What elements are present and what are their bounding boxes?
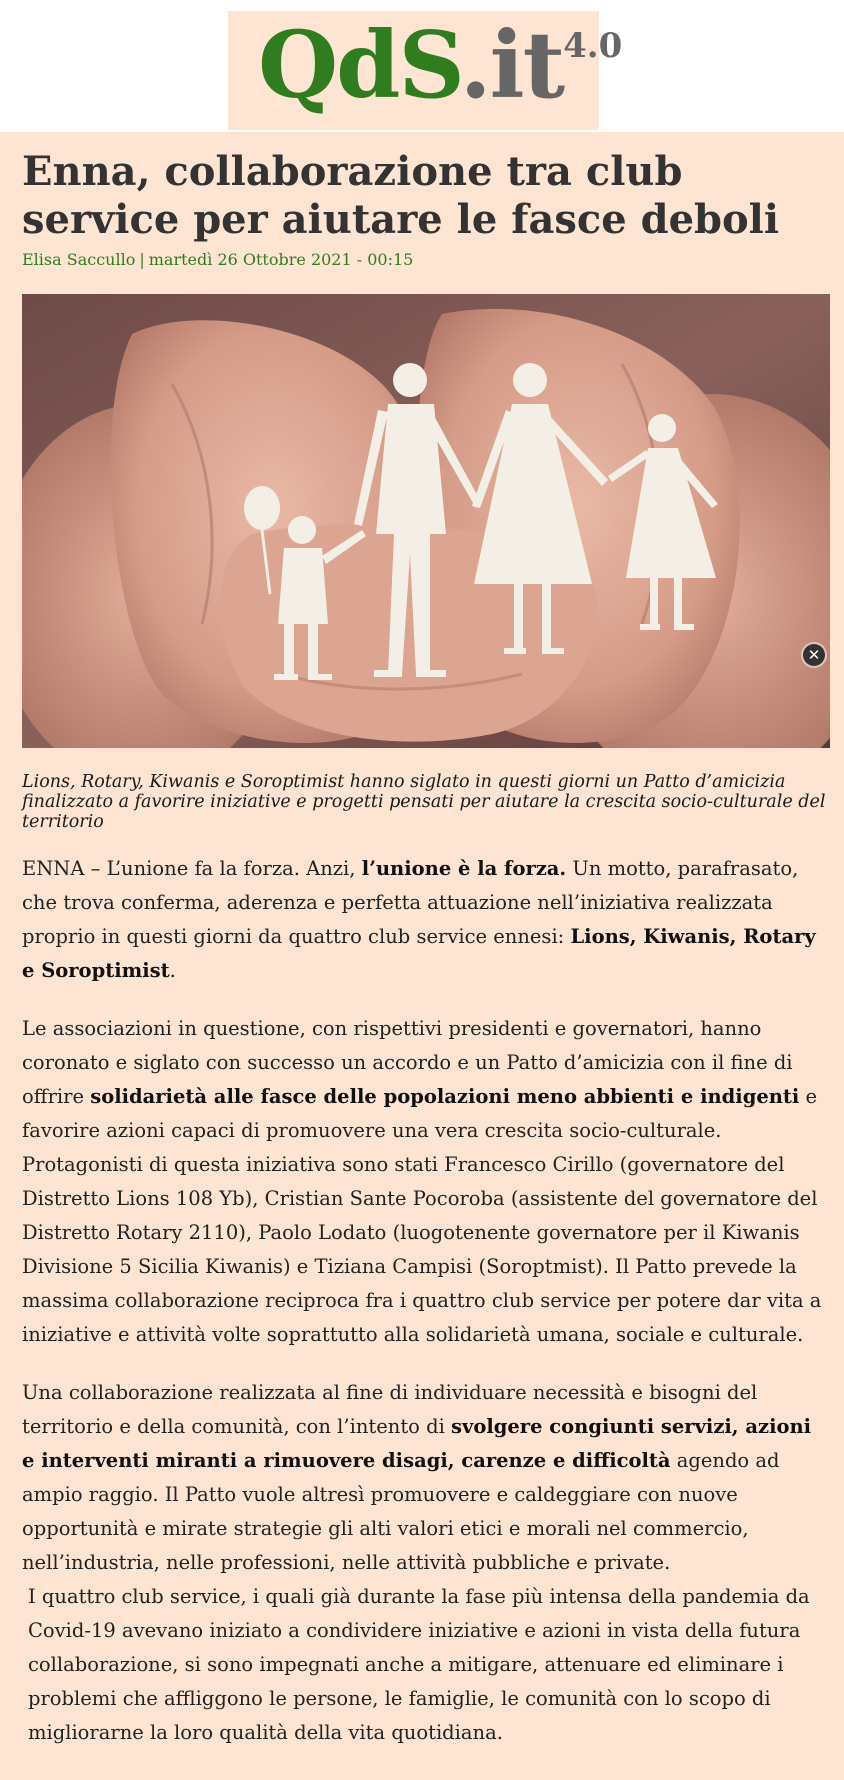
site-logo <box>258 11 623 119</box>
p1-text-c: Un motto, parafrasato, che trova conferma, aderenza e perfetta attuazione nell’iniziativa realizzata proprio in questi giorni da quattro club service ennesi: <box>22 857 799 948</box>
p1-bold-clubs: Lions, Kiwanis, Rotary e Soroptimist <box>22 925 816 982</box>
article <box>0 132 844 1780</box>
p2-bold-solidarity: solidarietà alle fasce delle popolazioni meno abbienti e indigenti <box>90 1085 800 1108</box>
article-paragraph-3 <box>22 1376 830 1580</box>
p2-text-c: e favorire azioni capaci di promuovere una vera crescita socio-culturale. Protagonisti di questa iniziativa sono stati Francesco Cirillo (governatore del Distretto Lions 108 Yb), Cristian Sante Pocoroba (assistente del governatore del Distretto Rotary 2110), Paolo Lodato (luogotenente governatore per il Kiwanis Divisione 5 Sicilia Kiwanis) e Tiziana Campisi (Soroptmist). Il Patto prevede la massima collaborazione reciproca fra i quattro club service per potere dar vita a iniziative e attività volte soprattutto alla solidarietà umana, sociale e culturale. <box>22 1085 822 1346</box>
hands-paper-family-illustration <box>22 294 830 748</box>
image-caption: Lions, Rotary, Kiwanis e Soroptimist hanno siglato in questi giorni un Patto d’amicizia finalizzato a favorire iniziative e progetti pensati per aiutare la crescita socio-culturale del territorio <box>22 772 826 832</box>
p1-bold-motto: l’unione è la forza. <box>361 857 567 880</box>
logo-version: 4.0 <box>563 26 623 67</box>
site-logo-link[interactable] <box>228 11 623 130</box>
p3-text-a: Una collaborazione realizzata al fine di individuare necessità e bisogni del territorio e della comunità, con l’intento di <box>22 1381 758 1438</box>
article-paragraph-2 <box>22 1012 830 1352</box>
p3-bold-services: svolgere congiunti servizi, azioni e interventi miranti a rimuovere disagi, carenze e difficoltà <box>22 1415 812 1472</box>
p1-text-e: . <box>169 959 176 982</box>
article-byline <box>22 250 413 269</box>
p3-text-c: agendo ad ampio raggio. Il Patto vuole altresì promuovere e caldeggiare con nuove opportunità e mirate strategie gli alti valori etici e morali nel commercio, nell’industria, nelle professioni, nelle attività pubbliche e private. <box>22 1449 780 1574</box>
logo-brand: QdS <box>258 11 460 119</box>
byline-separator: | <box>139 250 145 269</box>
close-icon[interactable]: ✕ <box>803 644 825 666</box>
p1-text-a: ENNA – L’unione fa la forza. Anzi, <box>22 857 362 880</box>
hero-image <box>22 294 830 748</box>
logo-tld: .it <box>459 11 564 119</box>
article-title: Enna, collaborazione tra club service per aiutare le fasce deboli <box>22 148 780 243</box>
article-paragraph-4: I quattro club service, i quali già durante la fase più intensa della pandemia da Covid-19 avevano iniziato a condividere iniziative e azioni in vista della futura collaborazione, si sono impegnati anche a mitigare, attenuare ed eliminare i problemi che affliggono le persone, le famiglie, le comunità con lo scopo di migliorarne la loro qualità della vita quotidiana. <box>28 1585 810 1744</box>
p2-text-a: Le associazioni in questione, con rispettivi presidenti e governatori, hanno coronato e siglato con successo un accordo e un Patto d’amicizia con il fine di offrire <box>22 1017 793 1108</box>
article-paragraph-1 <box>22 852 830 988</box>
publish-date: martedì 26 Ottobre 2021 - 00:15 <box>148 250 414 269</box>
author-name[interactable]: Elisa Saccullo <box>22 250 136 269</box>
